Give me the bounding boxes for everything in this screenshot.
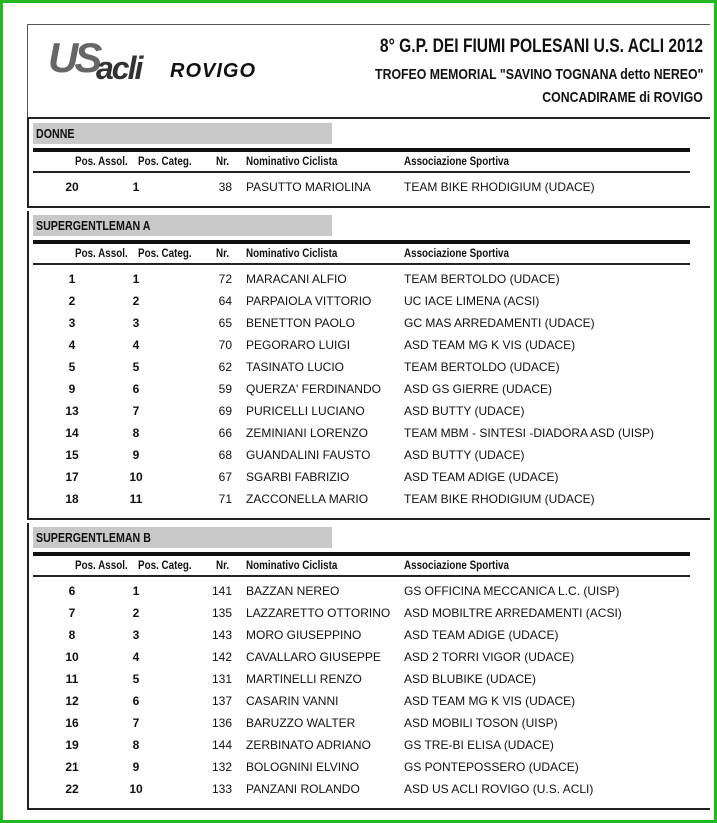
sports-association: ASD BUTTY (UDACE)	[404, 448, 525, 462]
sports-association: GS PONTEPOSSERO (UDACE)	[404, 760, 579, 774]
table-row	[0, 650, 717, 670]
column-header-nr: Nr.	[216, 558, 230, 572]
table-row	[0, 760, 717, 780]
rider-name: ZERBINATO ADRIANO	[246, 738, 371, 752]
sports-association: ASD GS GIERRE (UDACE)	[404, 382, 553, 396]
sports-association: GS TRE-BI ELISA (UDACE)	[404, 738, 554, 752]
table-row	[0, 628, 717, 648]
sports-association: ASD BLUBIKE (UDACE)	[404, 672, 537, 686]
bib-number: 136	[211, 716, 232, 730]
rider-name: PARPAIOLA VITTORIO	[246, 294, 372, 308]
table-row	[0, 672, 717, 692]
column-header-pos: Pos. Assol.	[75, 558, 128, 572]
rider-name: SGARBI FABRIZIO	[246, 470, 350, 484]
table-row	[0, 738, 717, 758]
event-subtitle: TROFEO MEMORIAL "SAVINO TOGNANA detto NEREO"	[374, 66, 703, 83]
bib-number: 64	[218, 294, 232, 308]
rider-name: BOLOGNINI ELVINO	[246, 760, 360, 774]
table-row	[0, 782, 717, 802]
sports-association: ASD TEAM MG K VIS (UDACE)	[404, 338, 576, 352]
table-row	[0, 448, 717, 468]
bib-number: 132	[211, 760, 232, 774]
category-position: 11	[129, 492, 143, 506]
bib-number: 66	[218, 426, 232, 440]
overall-position: 21	[65, 760, 79, 774]
overall-position: 5	[68, 360, 76, 374]
column-header-nr: Nr.	[216, 246, 230, 260]
bib-number: 67	[218, 470, 232, 484]
overall-position: 10	[65, 650, 79, 664]
top-rule	[27, 24, 710, 25]
category-position: 4	[132, 338, 140, 352]
bib-number: 65	[218, 316, 232, 330]
overall-position: 12	[65, 694, 79, 708]
overall-position: 17	[65, 470, 79, 484]
category-position: 2	[132, 294, 140, 308]
overall-position: 19	[65, 738, 79, 752]
sports-association: GS OFFICINA MECCANICA L.C. (UISP)	[404, 584, 620, 598]
column-header-assoc: Associazione Sportiva	[404, 154, 509, 168]
overall-position: 14	[65, 426, 79, 440]
section-bar	[33, 148, 690, 152]
column-header-rule	[33, 171, 690, 173]
overall-position: 22	[65, 782, 79, 796]
category-position: 1	[132, 584, 140, 598]
rider-name: PANZANI ROLANDO	[246, 782, 360, 796]
column-header-cat: Pos. Categ.	[138, 246, 192, 260]
table-row	[0, 606, 717, 626]
table-row	[0, 404, 717, 424]
event-title: 8° G.P. DEI FIUMI POLESANI U.S. ACLI 2012	[379, 36, 703, 57]
header-divider	[27, 117, 710, 119]
category-position: 9	[132, 448, 140, 462]
bib-number: 38	[218, 180, 232, 194]
overall-position: 2	[68, 294, 76, 308]
bib-number: 69	[218, 404, 232, 418]
sports-association: ASD BUTTY (UDACE)	[404, 404, 525, 418]
sports-association: TEAM BIKE RHODIGIUM (UDACE)	[404, 180, 595, 194]
category-position: 1	[132, 180, 140, 194]
category-position: 5	[132, 672, 140, 686]
rider-name: ZACCONELLA MARIO	[246, 492, 369, 506]
column-header-cat: Pos. Categ.	[138, 154, 192, 168]
bib-number: 141	[211, 584, 232, 598]
table-row	[0, 426, 717, 446]
category-position: 3	[132, 628, 140, 642]
table-row	[0, 180, 717, 200]
category-position: 2	[132, 606, 140, 620]
bib-number: 72	[218, 272, 232, 286]
section-title: DONNE	[36, 126, 75, 141]
overall-position: 1	[68, 272, 76, 286]
column-header-pos: Pos. Assol.	[75, 246, 128, 260]
column-header-name: Nominativo Ciclista	[246, 558, 338, 572]
header-left-rule	[27, 24, 28, 119]
rider-name: CASARIN VANNI	[246, 694, 339, 708]
sports-association: TEAM MBM - SINTESI -DIADORA ASD (UISP)	[404, 426, 655, 440]
category-position: 7	[132, 404, 140, 418]
category-position: 8	[132, 738, 140, 752]
rider-name: MARTINELLI RENZO	[246, 672, 362, 686]
overall-position: 20	[65, 180, 79, 194]
table-row	[0, 316, 717, 336]
rider-name: BENETTON PAOLO	[246, 316, 355, 330]
sports-association: ASD TEAM MG K VIS (UDACE)	[404, 694, 576, 708]
rider-name: CAVALLARO GIUSEPPE	[246, 650, 381, 664]
table-row	[0, 294, 717, 314]
sports-association: UC IACE LIMENA (ACSI)	[404, 294, 540, 308]
bib-number: 62	[218, 360, 232, 374]
column-header-name: Nominativo Ciclista	[246, 154, 338, 168]
rider-name: ZEMINIANI LORENZO	[246, 426, 369, 440]
rider-name: PURICELLI LUCIANO	[246, 404, 365, 418]
category-position: 10	[129, 782, 143, 796]
logo-acli-text: acli	[96, 50, 142, 86]
section-left-rule	[27, 211, 29, 520]
overall-position: 3	[68, 316, 76, 330]
rider-name: BARUZZO WALTER	[246, 716, 356, 730]
bib-number: 144	[211, 738, 232, 752]
column-header-rule	[33, 575, 690, 577]
section-title: SUPERGENTLEMAN B	[36, 530, 151, 545]
category-position: 4	[132, 650, 140, 664]
category-position: 8	[132, 426, 140, 440]
overall-position: 6	[68, 584, 76, 598]
bib-number: 133	[211, 782, 232, 796]
sports-association: ASD TEAM ADIGE (UDACE)	[404, 470, 559, 484]
table-row	[0, 272, 717, 292]
overall-position: 7	[68, 606, 76, 620]
sports-association: TEAM BIKE RHODIGIUM (UDACE)	[404, 492, 595, 506]
category-position: 1	[132, 272, 140, 286]
sports-association: ASD 2 TORRI VIGOR (UDACE)	[404, 650, 575, 664]
bib-number: 59	[218, 382, 232, 396]
overall-position: 15	[65, 448, 79, 462]
overall-position: 18	[65, 492, 79, 506]
bib-number: 70	[218, 338, 232, 352]
rider-name: TASINATO LUCIO	[246, 360, 345, 374]
category-position: 5	[132, 360, 140, 374]
rider-name: PASUTTO MARIOLINA	[246, 180, 371, 194]
section-title: SUPERGENTLEMAN A	[36, 218, 151, 233]
rider-name: MORO GIUSEPPINO	[246, 628, 362, 642]
category-position: 10	[129, 470, 143, 484]
column-header-rule	[33, 263, 690, 265]
sports-association: TEAM BERTOLDO (UDACE)	[404, 272, 560, 286]
column-header-name: Nominativo Ciclista	[246, 246, 338, 260]
column-header-cat: Pos. Categ.	[138, 558, 192, 572]
overall-position: 9	[68, 382, 76, 396]
category-position: 7	[132, 716, 140, 730]
section-band	[33, 123, 332, 144]
overall-position: 11	[65, 672, 79, 686]
table-row	[0, 492, 717, 512]
table-row	[0, 470, 717, 490]
section-bottom-rule	[27, 206, 710, 208]
section-bar	[33, 552, 690, 556]
rider-name: QUERZA' FERDINANDO	[246, 382, 381, 396]
sports-association: TEAM BERTOLDO (UDACE)	[404, 360, 560, 374]
column-header-assoc: Associazione Sportiva	[404, 246, 509, 260]
rider-name: MARACANI ALFIO	[246, 272, 347, 286]
logo-city: ROVIGO	[170, 60, 257, 82]
event-location: CONCADIRAME di ROVIGO	[542, 89, 703, 106]
rider-name: GUANDALINI FAUSTO	[246, 448, 371, 462]
section-bottom-rule	[27, 808, 710, 810]
category-position: 9	[132, 760, 140, 774]
category-position: 6	[132, 382, 140, 396]
section-left-rule	[27, 523, 29, 810]
rider-name: PEGORARO LUIGI	[246, 338, 351, 352]
table-row	[0, 382, 717, 402]
table-row	[0, 360, 717, 380]
table-row	[0, 716, 717, 736]
overall-position: 16	[65, 716, 79, 730]
sports-association: ASD MOBILTRE ARREDAMENTI (ACSI)	[404, 606, 622, 620]
category-position: 6	[132, 694, 140, 708]
column-header-nr: Nr.	[216, 154, 230, 168]
category-position: 3	[132, 316, 140, 330]
table-row	[0, 694, 717, 714]
sports-association: ASD MOBILI TOSON (UISP)	[404, 716, 558, 730]
rider-name: BAZZAN NEREO	[246, 584, 340, 598]
table-row	[0, 584, 717, 604]
bib-number: 137	[211, 694, 232, 708]
section-left-rule	[27, 119, 29, 208]
bib-number: 131	[211, 672, 232, 686]
bib-number: 68	[218, 448, 232, 462]
table-row	[0, 338, 717, 358]
bib-number: 143	[211, 628, 232, 642]
bib-number: 71	[218, 492, 232, 506]
overall-position: 4	[68, 338, 76, 352]
section-bottom-rule	[27, 518, 710, 520]
overall-position: 8	[68, 628, 76, 642]
section-bar	[33, 240, 690, 244]
column-header-pos: Pos. Assol.	[75, 154, 128, 168]
bib-number: 142	[211, 650, 232, 664]
bib-number: 135	[211, 606, 232, 620]
sports-association: ASD TEAM ADIGE (UDACE)	[404, 628, 559, 642]
logo-us-text: US	[48, 34, 99, 81]
column-header-assoc: Associazione Sportiva	[404, 558, 509, 572]
sports-association: ASD US ACLI ROVIGO (U.S. ACLI)	[404, 782, 594, 796]
sports-association: GC MAS ARREDAMENTI (UDACE)	[404, 316, 595, 330]
rider-name: LAZZARETTO OTTORINO	[246, 606, 391, 620]
overall-position: 13	[65, 404, 79, 418]
